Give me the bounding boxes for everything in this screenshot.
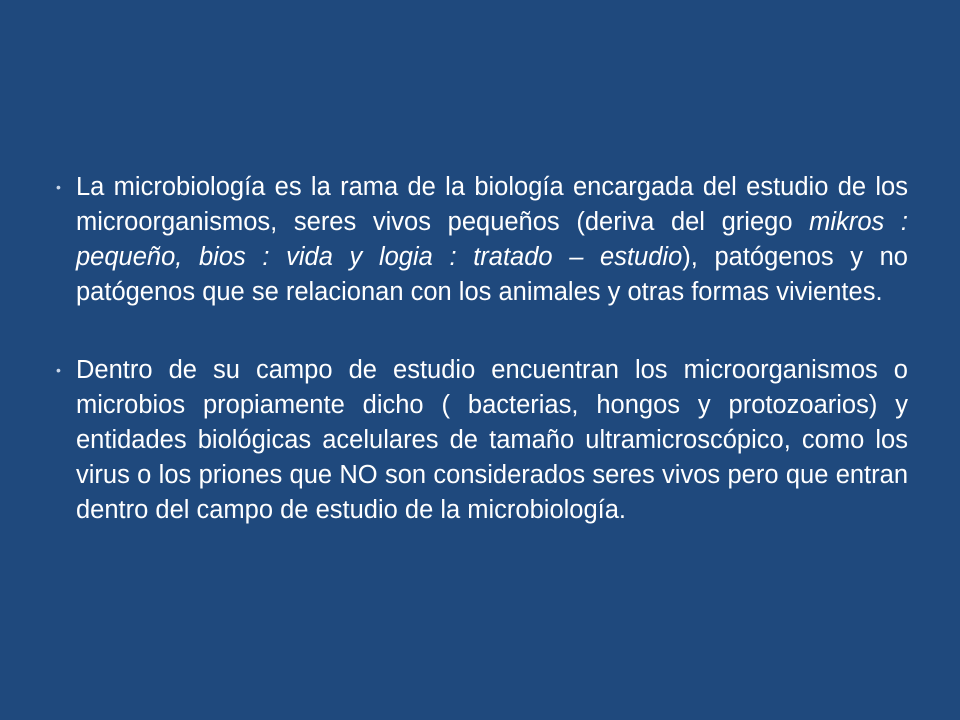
bullet-dot-icon: • — [56, 179, 61, 195]
bullet-dot-icon: • — [56, 362, 61, 378]
bullet-text: Dentro de su campo de estudio encuentran los microorganismos o microbios propiamente dicho ( bacterias, hongos y protozoarios) y entidades biológicas acelulares de tamaño ultramicroscópico, como los virus o los priones que NO son considerados seres vivos pero que entran dentro del campo de estudio de la microbiología. — [76, 356, 908, 524]
bullet-text-segment: La microbiología es la rama de la biología encargada del estudio de los microorganismos, seres vivos pequeños (deriva del griego — [76, 173, 908, 236]
bullet-text — [76, 173, 908, 306]
bullet-text-segment: ), patógenos y no patógenos que se relacionan con los animales y otras formas vivientes. — [76, 243, 908, 306]
bullet-item-field-of-study — [56, 353, 908, 528]
bullet-item-microbiology-definition — [56, 170, 908, 310]
bullet-list — [56, 170, 908, 528]
bullet-text-italic-etymology: mikros : pequeño, bios : vida y logia : tratado – estudio — [76, 208, 908, 271]
